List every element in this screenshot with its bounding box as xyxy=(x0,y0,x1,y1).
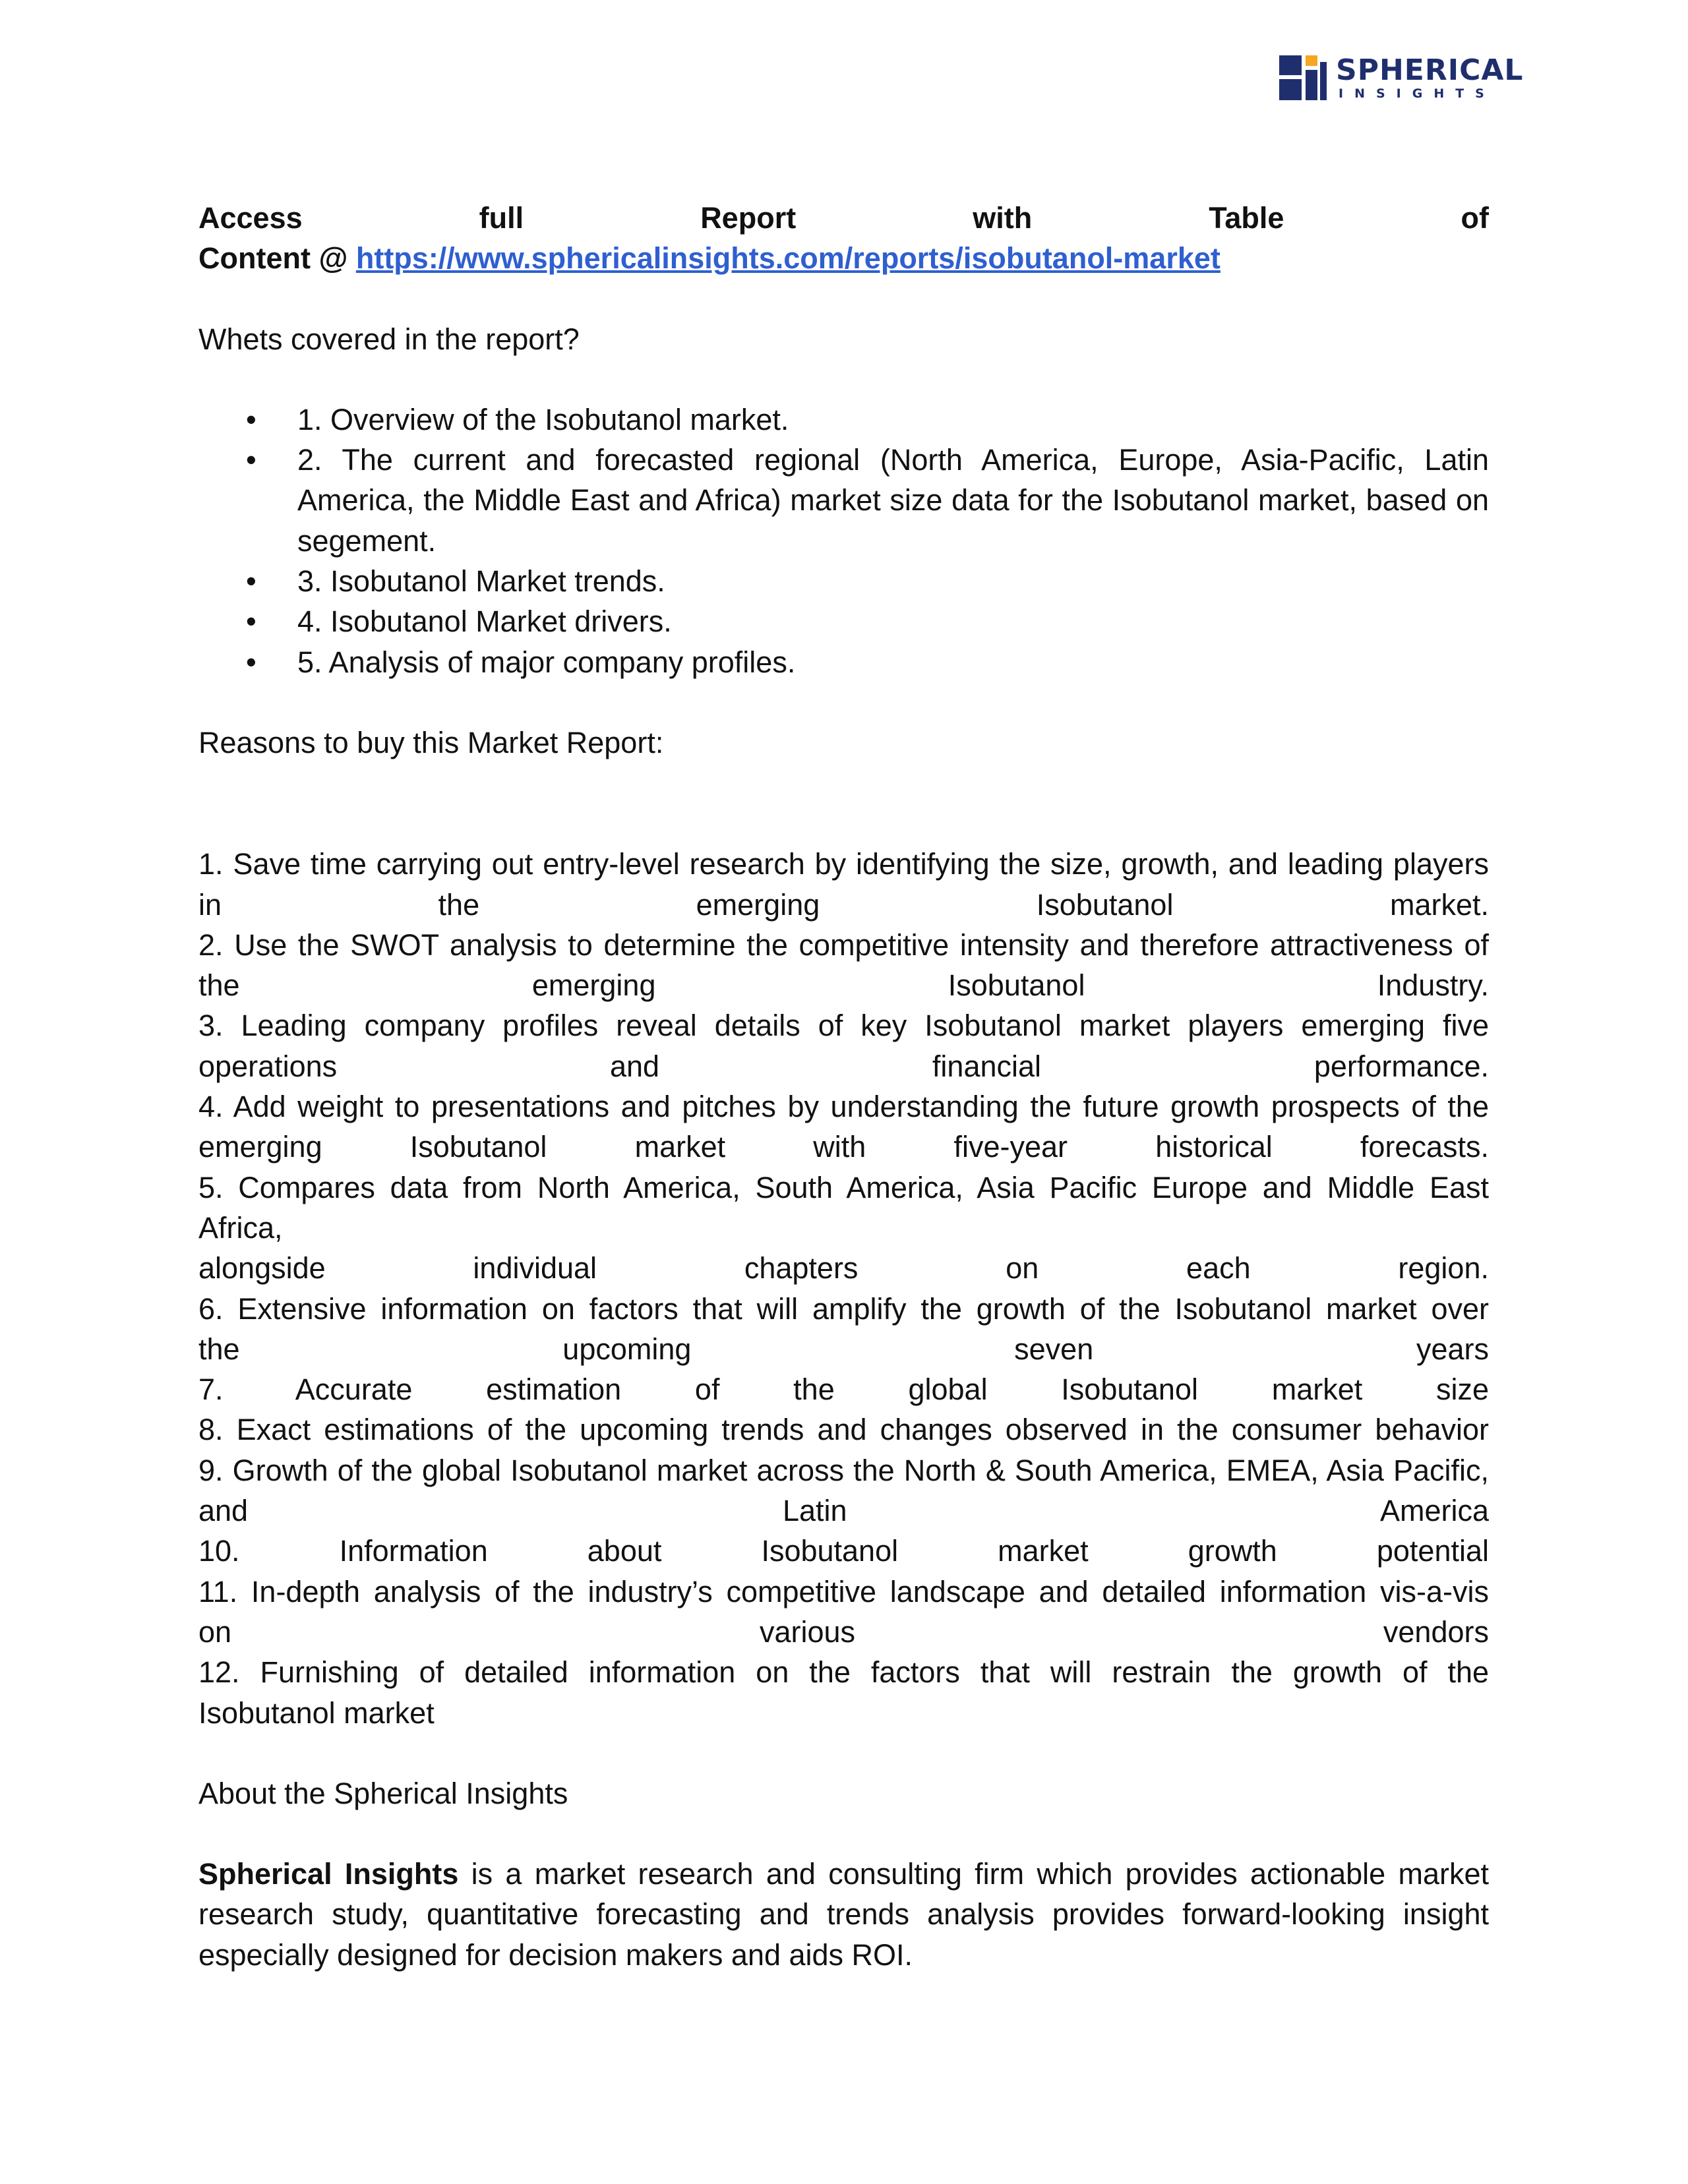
reason-line: on various vendors xyxy=(198,1614,1489,1649)
reasons-list xyxy=(198,844,1489,1733)
reason-line: 2. Use the SWOT analysis to determine the competitive intensity and therefore attractiveness of xyxy=(198,928,1489,962)
reason-line: 5. Compares data from North America, South America, Asia Pacific Europe and Middle East Africa, xyxy=(198,1170,1489,1245)
list-item: • 5. Analysis of major company profiles. xyxy=(246,645,796,679)
about-company-name: Spherical Insights xyxy=(198,1857,459,1891)
reason-line: the upcoming seven years xyxy=(198,1332,1489,1366)
list-item: • 2. The current and forecasted regional (North America, Europe, Asia-Pacific, Latin America, the Middle East and Africa) market size data for the Isobutanol market, based on segement. xyxy=(246,443,1489,558)
brand-subname: INSIGHTS xyxy=(1339,86,1495,101)
reason-line: 10. Information about Isobutanol market growth potential xyxy=(198,1534,1489,1568)
reason-line: 9. Growth of the global Isobutanol market across the North & South America, EMEA, Asia Pacific, xyxy=(198,1453,1489,1487)
reason-line: 8. Exact estimations of the upcoming trends and changes observed in the consumer behavior xyxy=(198,1413,1489,1447)
brand-name: SPHERICAL xyxy=(1336,53,1524,87)
reason-line: emerging Isobutanol market with five-year historical forecasts. xyxy=(198,1130,1489,1164)
reason-line: 11. In-depth analysis of the industry’s competitive landscape and detailed information vis-a-vis xyxy=(198,1574,1489,1608)
reason-line: and Latin America xyxy=(198,1494,1489,1528)
about-paragraph: Spherical Insights is a market research and consulting firm which provides actionable market research study, quantitative forecasting and trends analysis provides forward-looking insight especially designed for decision makers and aids ROI. xyxy=(198,1857,1489,1972)
list-item: • 1. Overview of the Isobutanol market. xyxy=(246,402,789,436)
brand-logo xyxy=(1279,53,1523,103)
covered-heading: Whets covered in the report? xyxy=(198,322,580,356)
reason-line: 12. Furnishing of detailed information on the factors that will restrain the growth of the xyxy=(198,1655,1489,1690)
reason-line: 1. Save time carrying out entry-level research by identifying the size, growth, and leading players xyxy=(198,847,1489,881)
reasons-heading: Reasons to buy this Market Report: xyxy=(198,725,664,759)
list-item: • 3. Isobutanol Market trends. xyxy=(246,564,665,599)
reason-line: operations and financial performance. xyxy=(198,1049,1489,1083)
access-line-1: Access full Report with Table of xyxy=(198,201,1489,235)
spherical-insights-logo-icon xyxy=(1279,55,1327,100)
reason-line: the emerging Isobutanol Industry. xyxy=(198,968,1489,1003)
reason-line: 3. Leading company profiles reveal details of key Isobutanol market players emerging five xyxy=(198,1009,1489,1043)
reason-line: alongside individual chapters on each region. xyxy=(198,1251,1489,1285)
reason-line: in the emerging Isobutanol market. xyxy=(198,887,1489,922)
reason-line: Isobutanol market xyxy=(198,1696,435,1730)
reason-line: 4. Add weight to presentations and pitches by understanding the future growth prospects of the xyxy=(198,1090,1489,1124)
reason-line: 6. Extensive information on factors that will amplify the growth of the Isobutanol market over xyxy=(198,1291,1489,1326)
covered-list xyxy=(198,399,1489,682)
document-body xyxy=(198,198,1489,1975)
report-link[interactable]: https://www.sphericalinsights.com/reports/isobutanol-market xyxy=(355,241,1221,276)
about-heading: About the Spherical Insights xyxy=(198,1776,568,1810)
reason-line: 7. Accurate estimation of the global Isobutanol market size xyxy=(198,1372,1489,1407)
list-item: • 4. Isobutanol Market drivers. xyxy=(246,605,672,639)
access-line-2: Content @ https://www.sphericalinsights.com/reports/isobutanol-market xyxy=(198,241,1221,276)
